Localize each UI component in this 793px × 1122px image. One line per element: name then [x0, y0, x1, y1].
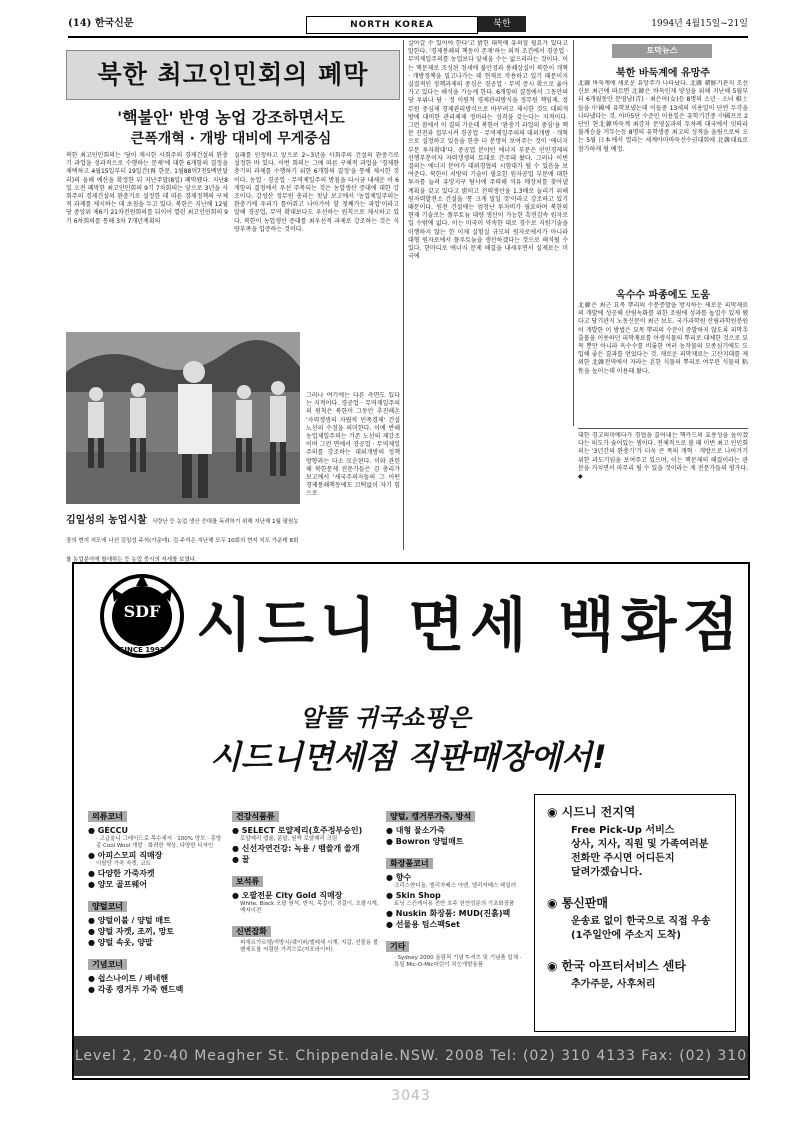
ad-category-column-1	[88, 800, 226, 995]
ad-category-label: 양털코너	[88, 901, 127, 912]
section-badge: 북한	[478, 16, 526, 32]
article-column-2b	[306, 392, 400, 548]
service-title: ◉ 시드니 전지역	[547, 805, 636, 819]
caption-text: 식량난 등 농업 생산 증대를 독려하기 위해 지난해 1월 평원농장의 현지 지도에 나선 김일성 주석(가운데). 김 주석은 지난해 모두 10회의 현지 지도 가운데 8회를 농업분야에 할애하는 등 농업 중시의 자세를 보였다.	[66, 519, 299, 563]
ad-category-label: 건강식품류	[232, 811, 279, 822]
ad-item: ● Skin Shop	[386, 891, 441, 900]
ad-item: ● 다양한 가죽자켓	[88, 869, 155, 878]
article-column-3	[408, 40, 568, 546]
ad-category-label: 기념코너	[88, 959, 127, 970]
ad-item: ● 대형 물소가죽	[386, 826, 445, 835]
ad-item: ● 양모 골프웨어	[88, 880, 147, 889]
ad-item: ● Bowron 양털매트	[386, 837, 464, 846]
service-line: 달려가겠습니다.	[571, 867, 643, 878]
brief-text: 北韓은 최근 묘목 뿌리의 수분증발을 방지하는 새로운 피막재료의 개발에 성공해 산림녹화를 위한 조림에 성과를 높일수 있게 됐다고 당기관지 노동신문이 최근 보도. 국가과학원 산림과학원분원이 개발한 이 방법은 묘목 뿌리의 수분이 증발하지 않도록 피막추출물을 이용하던 피막재료를 아생식물의 뿌리로 대체한 것으로 묘목 뿐만 아니라 옥수수를 비롯한 여러 농작물의 모종심기에도 도입해 좋은 결과를 얻었다는 것. 새로운 피막재료는 고산지대를 제외한 北韓전역에서 자라는 흔한 식물의 뿌리로 여무린 식물의 粘性을 높이는데 이용돼 왔다.	[578, 302, 748, 375]
ad-category-label: 보석류	[232, 876, 263, 887]
ad-category-label: 기타	[386, 941, 409, 952]
address-contact: Level 2, 20-40 Meagher St. Chippendale.NSW. 2008 Tel: (02) 310 4133 Fax: (02) 310 3043	[74, 1048, 748, 1104]
ad-item: ● 양털 자켓, 조끼, 망토	[88, 927, 175, 936]
service-line: 운송료 없이 한국으로 직접 우송	[571, 916, 711, 927]
ad-slogan-1: 알뜰 귀국쇼핑은	[300, 704, 471, 732]
article-photo	[66, 332, 300, 504]
service-line: Free Pick-Up 서비스	[571, 825, 675, 836]
photo-caption	[66, 508, 302, 565]
ad-item: ● GECCU	[88, 826, 129, 835]
issue-date: 1994년 4월15일~21일	[651, 19, 748, 29]
article-continuation	[578, 432, 748, 518]
ad-category-label: 신변잡화	[232, 926, 271, 937]
article-column-1	[66, 152, 228, 226]
article-text: 그러나 여기에는 다른 측면도 있다는 지적이다. 경공업 · 무역제일주의의 원칙은 북한이 그동안 추진해온 '자력갱생의 자립적 민족경제' 건설 노선의 수정을 의미한다. 이에 반해 농업제일주의는 기존 노선의 재강조이며 그런 면에서 경공업 · 무역제일주의를 강조하는 대외개방의 정책 방향과는 다소 모순된다. 이와 관련해 북한문제 전문가들은 김 총리가 보고에서 '세국주의자들의 그 어떤 경제봉쇄책동에도 끄떡없이 자기 힘으로	[306, 392, 400, 498]
logo-since: SINCE 1993	[119, 646, 165, 654]
ad-category-column-3	[386, 800, 526, 969]
brief-body-1	[578, 80, 748, 280]
service-box	[534, 794, 736, 1032]
ad-item: ● 꿀	[232, 855, 250, 864]
article-text: 북한 최고인민회의는 '당이 제시한 사회주의 경제건설의 완충기 과업을 성과적으로 수행하는 문제'에 대한 6개항의 결정을 채택하고 4월15일부터 19일간(再 한문, 1월88억7천5백만달러)의 올해 예산을 확정한 뒤 지난주말(8일) 폐막됐다. 지난8일 오전 폐막한 최고인민회의 9기 7차회의는 앞으로 3년을 사회주의 경제건설의 완충기로 설정한 데 따른 경제정책의 구체적 과제를 제시하는 데 초점을 두고 있다. 북한은 지난해 12월 당 중앙위 제6기 21차전원회의를 뒤이어 열린 최고인민회의 9기 6차회의를 통해 3차 7개년계획의	[66, 152, 228, 225]
ad-item: ● Nuskin 화장품: MUD(진흙)팩	[386, 909, 511, 918]
headline: 북한 최고인민회의 폐막	[97, 60, 369, 89]
logo-text: SDF	[123, 602, 161, 621]
ad-item: ● 양털이불 / 양털 매트	[88, 916, 171, 925]
ad-item-note: 이탈당 가죽 자켓, 코트	[96, 861, 151, 867]
sdf-logo-icon	[98, 572, 186, 660]
section-label: NORTH KOREA	[306, 16, 478, 34]
ad-category-label: 양털, 캥거루가죽, 방석	[386, 811, 475, 822]
ad-item-note: 토닝 스킨케어용 전반 호주 천연성분의 기초화장품	[394, 901, 515, 907]
ad-item: ● 각종 캥거루 가죽 핸드백	[88, 985, 184, 994]
ad-item: ● 아피스모피 직매장	[88, 851, 163, 860]
caption-title: 김일성의 농업시찰	[66, 515, 147, 526]
page-number: (14) 한국신문	[68, 18, 134, 29]
sidebar-rule	[578, 428, 748, 429]
service-line: 추가주문, 사후처리	[571, 979, 656, 990]
ad-category-label: 의류코너	[88, 811, 127, 822]
ad-item-note: · Sydney 2000 올림픽 기념 T-셔츠 및 기념품 일체 · 특일 Mic-O-Mic어린이 치능개발용품	[394, 955, 522, 968]
service-line: 상사, 지사, 직원 및 가족여러분	[571, 839, 709, 850]
ad-title: 시드니 면세 백화점	[196, 591, 745, 659]
ad-item-note: 피에르가르뎅/지방시/쉐이퍼/엘레세 시계, 지갑, 선물용 볼펜세트를 저렴한 가격으로(지포라이터)	[240, 940, 379, 953]
ad-item: ● 양털 속옷, 양말	[88, 938, 153, 947]
page-header	[68, 14, 748, 38]
service-line: (1주일안에 주소지 도착)	[571, 930, 682, 941]
article-column-2	[234, 152, 399, 332]
brief-body-2	[578, 302, 748, 424]
ad-category-label: 화장품코너	[386, 858, 433, 869]
ad-item-note: White, Black 오팔 원석, 반지, 목걸이, 귀걸이, 오팔시계, 액자이전	[240, 901, 379, 914]
ad-item: ● SELECT 로얄제리(호주정부승인)	[232, 826, 363, 835]
headline-box	[66, 50, 400, 100]
column-divider	[573, 40, 574, 426]
ad-item: ● 쉽스나이트 / 배네핸	[88, 974, 169, 983]
subheadline-1: '핵불안' 반영 농업 강조하면서도	[117, 108, 345, 127]
ad-item-note: 로얄제리 캡슐, 분말, 원액 로얄제리 크림	[240, 836, 338, 842]
service-line: 전화만 주시면 어디든지	[571, 853, 675, 864]
ad-category-column-2	[232, 800, 380, 954]
brief-title-1: 북한 바둑계에 유망주	[616, 68, 710, 79]
brief-title-2: 옥수수 파종에도 도움	[616, 290, 710, 301]
article-text: 살아갈 수 있어야 한다'고 밝힌 대목에 유의할 필요가 있다고 말한다. '경제봉쇄의 책동이 존재'하는 외적 조건에서 경공업 · 무역제일주의를 농업보다 앞세울 수는 없으리라는 것이다. 이는 핵문제로 조성된 정세에 불안정과 봉쇄상실이 북한이 개혁 · 개방정책을 밀고나가는 데 현재로 작용하고 있기 때문이지 실질적인 정책과제의 중심은 경공업 · 무역 증시 확으로 옮아가고 있다는 해석을 가능케 한다. 6개항의 결정에서 그동안의 당 우위나 당 · 정 이원적 경제관리방식을 정무원 책임제, 정무원 중심제 경제관리방식으로 바꾸려고 제시한 것도 대외개방에 대비한 관리체제 정비라는 성격을 갖는다는 지적이다. 그런 점에서 이 결의 가운데 북한이 '완충기 과업의 중심'을 핵문 진전과 접부시켜 경공업 · 무역제일주의의 대외개방 · 개혁으로 설정하고 있음을 한층 더 분명히 보여주는 것이 '에너지부문 투자확대'다. 중공업 분야인 에너지 부문은 인민경제의 선행부문이자 자력갱생의 토대로 간주돼 왔다. 그러나 이번 결의는 에너지 분야가 대외경협의 시험대가 될 수 있음을 보여준다. 북한이 서방의 기술이 필요한 원자공업 부문에 대한 투자를 늘려 유망지구 탐사에 주력해 석유 매장처를 찾아낼 계획을 갖고 있다고 밝히고 전력생산을 1.3배로 늘리기 위해 원자력발전소 건설을 '통 크게 밀일 것'이라고 강조하고 있기 때문이다. 원전 건설에는 엄청난 투자비가 필요하며 북한의 현재 기술로는 플루토늄 대량 생산이 가능한 흑연감속 원자로일 수밖에 없다. 이는 미국이 약속한 대로 경수로 지원기술을 이행하지 않는 한 이제 실험실 규모의 원자로에서가 아니라 대형 원자로에서 플루토늄을 생산하겠다는 것으로 해석될 수 있다. 한마디로 에너지 문제 해결을 내세우면서 실제로는 미국에	[408, 40, 568, 261]
news-brief-tag: 토막뉴스	[612, 44, 712, 58]
ad-item: ● 오팔전문 City Gold 직매장	[232, 891, 343, 900]
service-title: ◉ 통신판매	[547, 896, 609, 910]
ad-item: ● 선물용 팀스팩Set	[386, 920, 460, 929]
ad-item: ● 향수	[386, 873, 412, 882]
photo-illustration	[66, 332, 300, 504]
ad-item-note: · 고급울니 그레이드로 목수세저 · 100% 양모 · 흥방종 Cool Wool 개발 · 화려한 색상, 다양한 디자인	[96, 836, 222, 849]
article-text: 대한 경고의미에다가 경협을 끌어내는 핵카드의 효용성을 높이겠다는 의도가 숨어있는 셈이다. 전체적으로 볼 때 이번 최고 인민회의는 '3년간의 완충기'가 더욱 큰 폭의 개혁 · 개방으로 나아가기 위한 과도기임을 보여주고 있으며, 이는 핵문제의 해결이라는 관문을 거치면서 마무리 될 수 있을 것이라는 게 전문가들의 평가다. ◆	[578, 432, 748, 481]
subheadline-2: 큰폭개혁 · 개방 대비에 무게중심	[130, 131, 332, 147]
ad-slogan-2: 시드니면세점 직판매장에서!	[210, 738, 607, 776]
ad-item-note: 크리스챤디올, 엘리자베스 아덴, 엘리자베스 테일러	[394, 883, 517, 889]
column-divider	[403, 40, 404, 550]
brief-text: 北韓 바둑계에 새로운 유망주가 나타났다. 北韓 朝鮮기관지 조선신보 최근에 따르면 北韓은 바둑인재 양성을 위해 지난해 5월부터 6개월동안 문영남(青) · 최은아(女)등 8명의 소년 · 소녀 棋士들을 中國에 유학보냈는데 이들중 13세의 이용일이 단연 두각을 나타냈다는 것. 아마5단 수준인 이용일은 유학기간중 中國프로 2단인 현北韓바둑계 최강자 문영실과의 두차례 대국에서 잇따라 불계승을 거두는등 8명의 유학생중 최고의 성적을 올림으로써 오는 5월 日本에서 열리는 세계아마바둑선수권대회에 北韓대표로 참가하게 될 예정.	[578, 80, 748, 153]
article-text: 실패를 인정하고 앞으로 2~3년을 사회주의 건설의 완충기로 설정한 바 있다. 이번 회의는 그에 따른 구체적 과업을 '경제완충기의 과제를 수행하기 위한 6개항의 결정'을 통해 제시한 것이다. 농업 · 경공업 · 무역제일주의 방침을 다시금 내세운 이 6개항의 결정에서 우선 주목되는 것은 농업생산 증대에 대한 강조이다. 강성산 정무원 총리는 첫날 보고에서 '농업제일주의는 완충기에 우리가 틀어쥐고 나아가야 할 첫째가는 과업'이라고 말해 경공업, 무역 확대보다도 우선하는 원칙으로 제시하고 있다. 북한이 농업생산 증대를 최우선적 과제로 강조하는 것은 식량부족을 입증하는 것이다.	[234, 152, 399, 233]
ad-footer	[74, 1036, 748, 1104]
ad-item: ● 신선자연건강: 녹용 / 뱀쓸개 쓸개	[232, 844, 360, 853]
service-title: ◉ 한국 아프터서비스 센타	[547, 959, 686, 973]
